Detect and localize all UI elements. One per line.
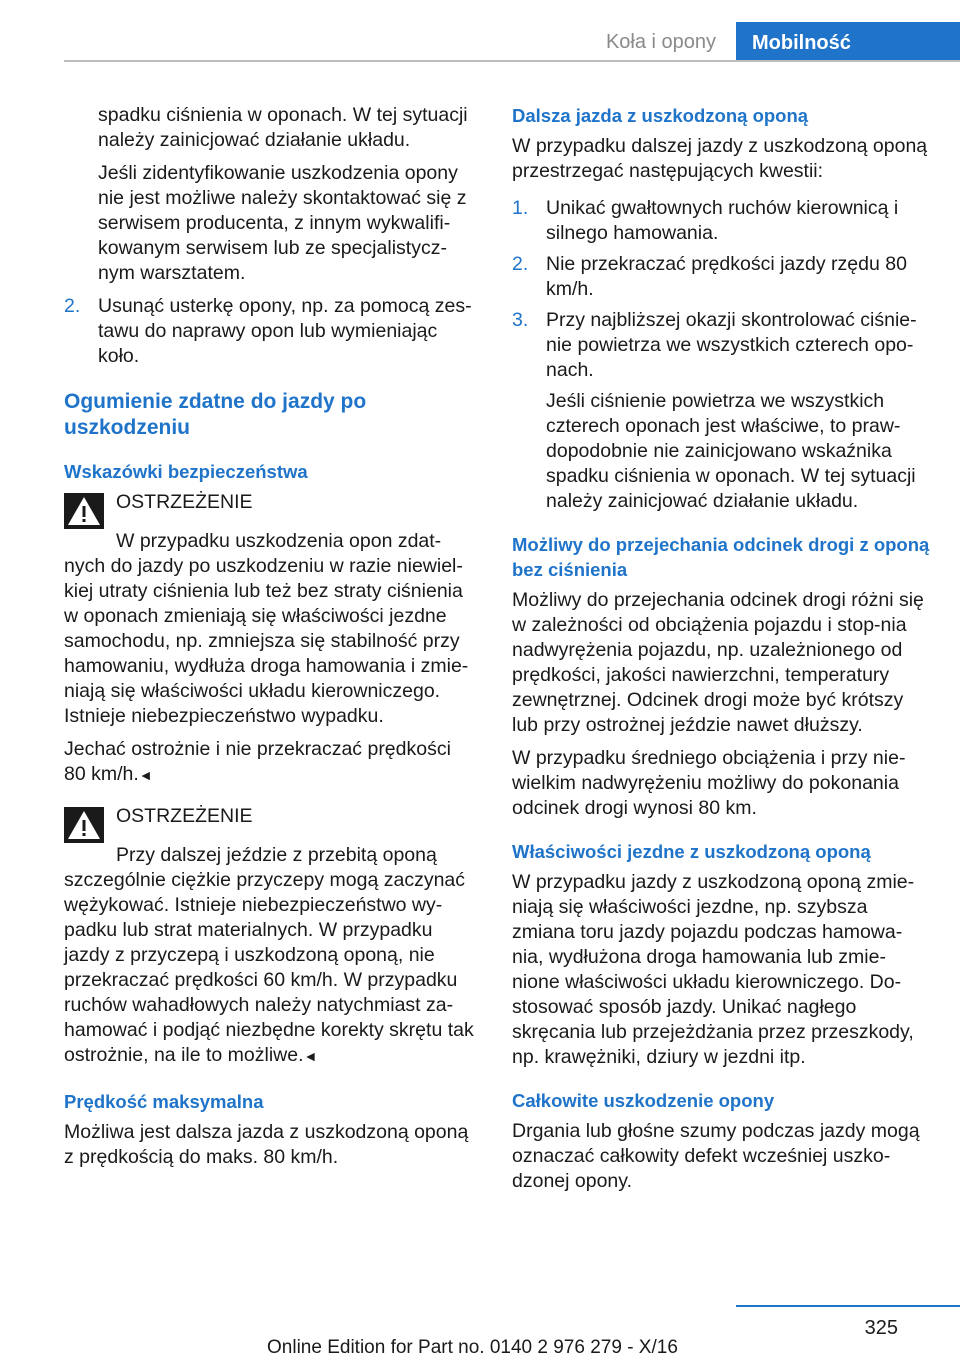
list-item: [512, 308, 930, 514]
warning-triangle-icon: [64, 807, 104, 843]
step-number: 1.: [512, 197, 529, 219]
step-text: Usunąć usterkę opony, np. za pomocą zes‐tawu do naprawy opon lub wymieniając koło.: [98, 295, 472, 367]
page-number: 325: [864, 1317, 898, 1339]
step-number: 3.: [512, 309, 529, 331]
repair-steps-list: [64, 294, 478, 369]
end-mark-icon: ◄: [138, 767, 153, 783]
header-rule: [64, 60, 960, 62]
left-column: [64, 103, 478, 1178]
right-column: [512, 103, 930, 1202]
step-note: Jeśli ciśnienie powietrza we wszystkich czterech oponach jest właściwe, to praw‐dopodobnie nie zainicjowano wskaźnika spadku ciśnienia w oponach. W tej sytuacji należy zainicjować działanie układu.: [546, 390, 916, 512]
distance-text: Możliwy do przejechania odcinek drogi różni się w zależności od obciążenia pojazdu i stop‐nia nadwyrężenia pojazdu, np. uzależnionego od prędkości, jakości nawierzchni, temperatury zewnętrznej. Odcinek drogi może być krótszy lub przy ostrożnej jeździe nawet dłuższy.: [512, 589, 924, 736]
warning-instruction: Jechać ostrożnie i nie przekraczać prędkości 80 km/h.◄: [64, 738, 451, 785]
handling-text: W przypadku jazdy z uszkodzoną oponą zmie‐niają się właściwości jezdne, np. szybsza zmiana toru jazdy pojazdu podczas hamowa‐nia, wydłużona droga hamowania lub zmie‐nione właściwości układu kierowniczego. Do‐stosować sposób jazdy. Unikać nagłego skręcania lub przejeżdżania przez przeszkody, np. krawężniki, dziury w jezdni itp.: [512, 871, 915, 1068]
distance-text-2: W przypadku średniego obciążenia i przy nie‐wielkim nadwyrężeniu możliwy do pokonania odcinek drogi wynosi 80 km.: [512, 747, 906, 819]
subheading-maxspeed: Prędkość maksymalna: [64, 1091, 264, 1112]
page-header: [0, 0, 960, 62]
continue-steps-list: [512, 196, 930, 514]
edition-note: Online Edition for Part no. 0140 2 976 279 - X/16: [267, 1337, 678, 1358]
maxspeed-text: Możliwa jest dalsza jazda z uszkodzoną oponą z prędkością do maks. 80 km/h.: [64, 1121, 469, 1168]
step1-note: Jeśli zidentyfikowanie uszkodzenia opony nie jest możliwe należy skontaktować się z serwisem producenta, z innym wykwalifi‐kowanym serwisem lub ze specjalistycz‐nym warsztatem.: [98, 162, 467, 284]
step-text: Nie przekraczać prędkości jazdy rzędu 80 km/h.: [546, 253, 907, 300]
end-mark-icon: ◄: [303, 1048, 318, 1064]
warning-block: [64, 804, 478, 1069]
list-item: [512, 252, 930, 302]
header-tab-chapter[interactable]: Mobilność: [736, 22, 960, 62]
continue-intro: W przypadku dalszej jazdy z uszkodzoną oponą przestrzegać następujących kwestii:: [512, 135, 928, 182]
subheading-distance: Możliwy do przejechania odcinek drogi z oponą bez ciśnienia: [512, 534, 930, 580]
subheading-safety: Wskazówki bezpieczeństwa: [64, 461, 308, 482]
header-tab-section[interactable]: Koła i opony: [605, 31, 717, 53]
subheading-failure: Całkowite uszkodzenie opony: [512, 1090, 775, 1111]
list-item: [512, 196, 930, 246]
step1-continuation: spadku ciśnienia w oponach. W tej sytuacji należy zainicjować działanie układu.: [98, 104, 468, 151]
section-heading-runflat: Ogumienie zdatne do jazdy po uszkodzeniu: [64, 390, 367, 439]
list-item: [64, 294, 478, 369]
warning-text: W przypadku uszkodzenia opon zdat‐nych do jazdy po uszkodzeniu w razie niewiel‐kiej utraty ciśnienia lub też bez straty ciśnienia w oponach zmieniają się właściwości jezdne samochodu, np. zmniejsza się stabilność przy hamowaniu, wydłuża droga hamowania i zmie‐niają się właściwości układu kierowniczego. Istnieje niebezpieczeństwo wypadku.: [64, 530, 469, 727]
failure-text: Drgania lub głośne szumy podczas jazdy mogą oznaczać całkowity defekt wcześniej uszko‐dzonej opony.: [512, 1120, 920, 1192]
step-text: Przy najbliższej okazji skontrolować ciśnie‐nie powietrza we wszystkich czterech opo‐nach.: [546, 309, 917, 381]
step-text: Unikać gwałtownych ruchów kierownicą i silnego hamowania.: [546, 197, 899, 244]
warning-text: Przy dalszej jeździe z przebitą oponą szczególnie ciężkie przyczepy mogą zaczynać wężykować. Istnieje niebezpieczeństwo wy‐padku lub strat materialnych. W przypadku jazdy z przyczepą i uszkodzoną oponą, nie przekraczać prędkości 60 km/h. W przypadku ruchów wahadłowych należy natychmiast za‐hamować i podjąć niezbędne korekty skrętu tak ostrożnie, na ile to możliwe.◄: [64, 844, 474, 1066]
warning-triangle-icon: [64, 493, 104, 529]
warning-title: OSTRZEŻENIE: [116, 805, 253, 827]
page-footer: [0, 1300, 960, 1362]
warning-title: OSTRZEŻENIE: [116, 491, 253, 513]
footer-rule: [736, 1305, 960, 1307]
step-number: 2.: [512, 253, 529, 275]
subheading-handling: Właściwości jezdne z uszkodzoną oponą: [512, 841, 871, 862]
subheading-continue: Dalsza jazda z uszkodzoną oponą: [512, 105, 809, 126]
step-number: 2.: [64, 295, 81, 317]
warning-block: [64, 490, 478, 788]
